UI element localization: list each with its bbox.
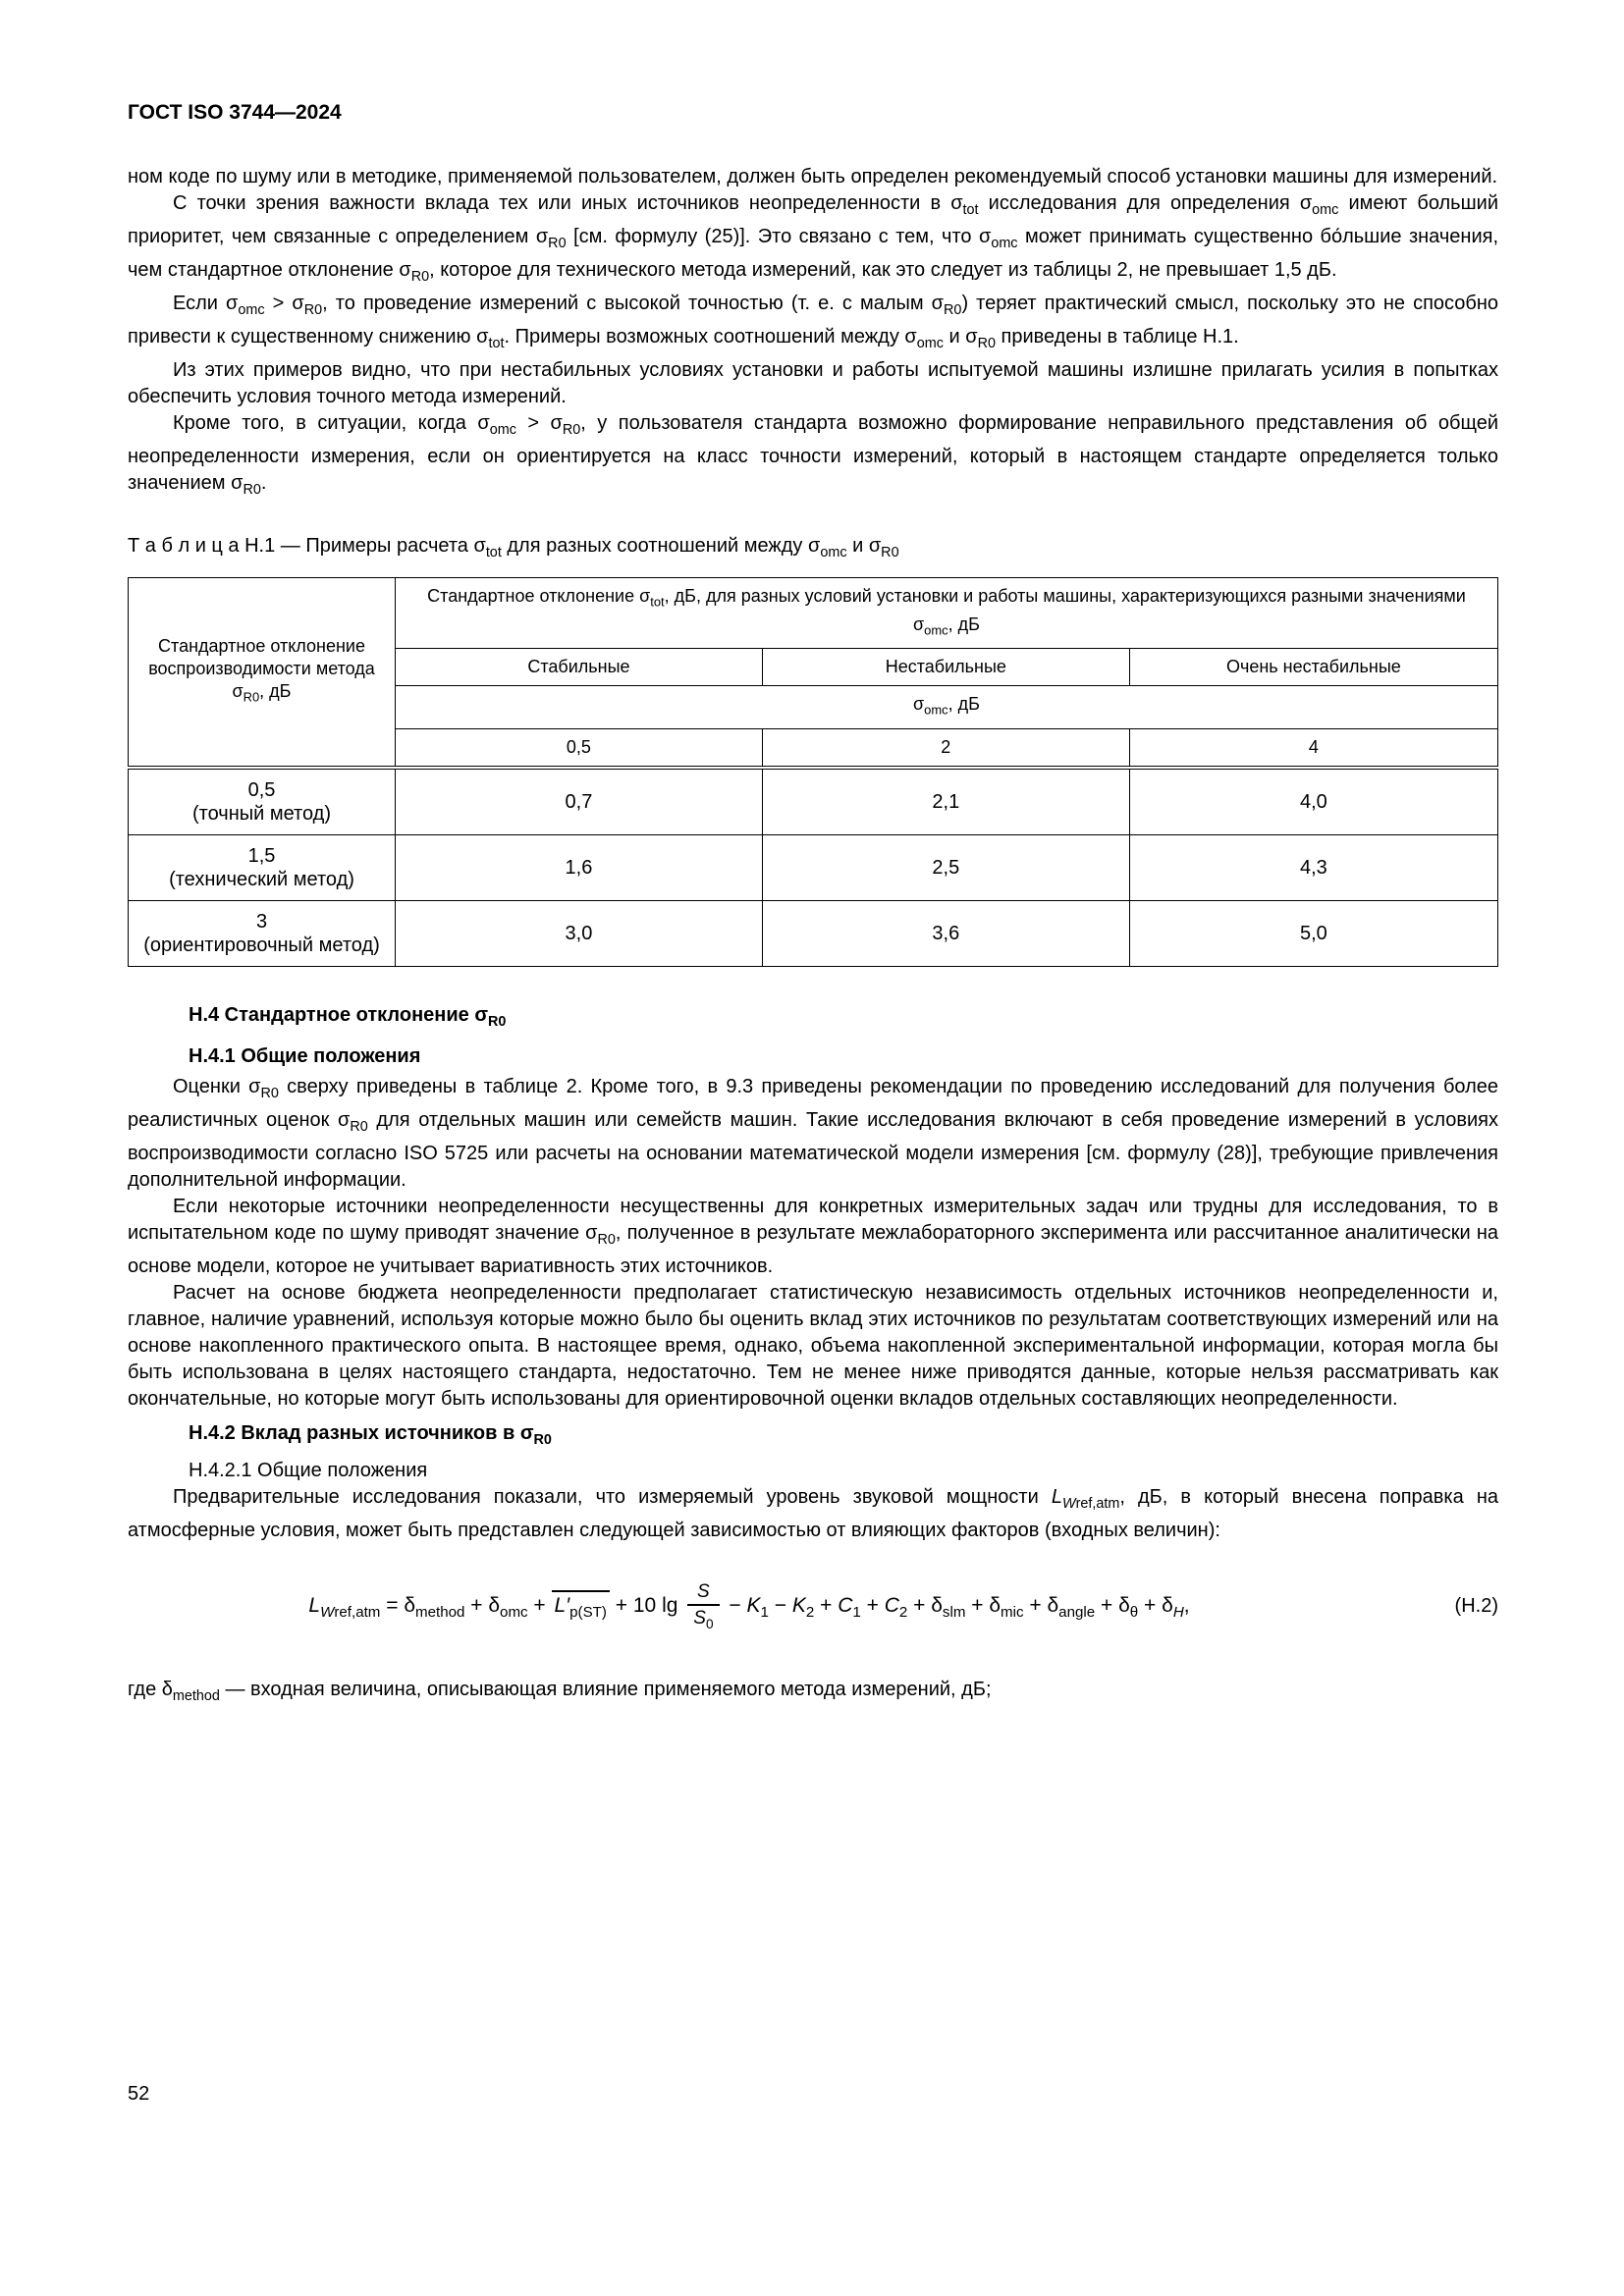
formula-where-clause: где $\delta_{method}$ — входная величина, описывающая влияние применяемого метода измерений, дБ; xyxy=(128,1679,992,1705)
table-header-col0: Стандартное отклонение воспроизводимости метода $\sigma_{R0}$, дБ xyxy=(129,578,396,768)
page-number: 52 xyxy=(128,2083,150,2105)
table-cell: 3,6 xyxy=(762,900,1129,966)
table-caption: Т а б л и ц а Н.1 — Примеры расчета $\sigma_{tot}$ для разных соотношений между $\sigma_{omc}$ и $\sigma_{R0}$ xyxy=(128,535,899,561)
paragraph: Если некоторые источники неопределенности несущественны для конкретных измерительных задач или трудны для исследования, то в испытательном коде по шуму приводят значение $\sigma_{R0}$, полученное в результате межлабораторного эксперимента или рассчитанное аналитически на основе модели, которое не учитывает вариативность этих источников. xyxy=(128,1195,1498,1277)
table-header-sigma: $\sigma_{omc}$, дБ xyxy=(396,686,1498,729)
table-row xyxy=(129,834,1498,900)
table-cell: 5,0 xyxy=(1129,900,1497,966)
section-heading-h41: Н.4.1 Общие положения xyxy=(189,1044,421,1067)
paragraph: С точки зрения важности вклада тех или иных источников неопределенности в $\sigma_{tot}$ исследования для определения $\sigma_{omc}$ имеют больший приоритет, чем связанные с определением $\sigma_{R0}$ [см. формулу (25)]. Это связано с тем, что $\sigma_{omc}$ может принимать существенно бо́льшие значения, чем стандартное отклонение $\sigma_{R0}$, которое для технического метода измерений, как это следует из таблицы 2, не превышает 1,5 дБ. xyxy=(128,192,1499,285)
paragraph: Если $\sigma_{omc} > \sigma_{R0}$, то проведение измерений с высокой точностью (т. е. с малым $\sigma_{R0}$) теряет практический смысл, поскольку это не способно привести к существенному снижению $\sigma_{tot}$. Примеры возможных соотношений между $\sigma_{omc}$ и $\sigma_{R0}$ приведены в таблице Н.1. xyxy=(128,293,1499,351)
table-cell: 2,1 xyxy=(762,768,1129,835)
table-row xyxy=(129,768,1498,835)
table-cell: 4,0 xyxy=(1129,768,1497,835)
table-cell: 3,0 xyxy=(396,900,763,966)
table-header-cell: Очень нестабильные xyxy=(1129,649,1497,686)
method-name: (технический метод) xyxy=(169,868,354,890)
formula-h2 xyxy=(128,1581,1498,1631)
paragraph-continuation: ном коде по шуму или в методике, применяемой пользователем, должен быть определен рекомендуемый способ установки машины для измерений. xyxy=(128,166,1498,187)
paragraph: Расчет на основе бюджета неопределенности предполагает статистическую независимость отдельных источников неопределенности и, главное, наличие уравнений, используя которые можно было бы оценить вклад этих источников по результатам соответствующих измерений или на основе накопленного практического опыта. В настоящее время, однако, объема накопленной экспериментальной информации, которая могла бы быть использована в целях настоящего стандарта, недостаточно. Тем не менее ниже приводятся данные, которые нельзя рассматривать как окончательные, но которые могут быть использованы для ориентировочной оценки вкладов отдельных составляющих неопределенности. xyxy=(128,1281,1498,1410)
paragraph: Предварительные исследования показали, что измеряемый уровень звуковой мощности $L_{Wref,atm}$, дБ, в который внесена поправка на атмосферные условия, может быть представлен следующей зависимостью от влияющих факторов (входных величин): xyxy=(128,1485,1498,1541)
table-header-cell: Стабильные xyxy=(396,649,763,686)
table-header-value: 4 xyxy=(1129,728,1497,768)
page-content xyxy=(128,101,1498,1710)
method-name: (точный метод) xyxy=(192,802,332,825)
table-row xyxy=(129,900,1498,966)
method-value: 0,5 xyxy=(247,778,276,801)
table-h1 xyxy=(128,577,1498,967)
formula-expression: $L_{Wref,atm} = \delta_{method} + \delta_{omc} + L'_{p(ST)} + 10$ lg $\frac{S}{S_0}$ − $K_1 - K_2 + C_1 + C_2 + \delta_{slm} + \delta_{mic} + \delta_{angle} + \delta_\theta + \delta_H$, xyxy=(308,1580,1190,1631)
table-header-row xyxy=(129,578,1498,649)
method-value: 1,5 xyxy=(247,844,276,867)
table-cell: 0,7 xyxy=(396,768,763,835)
table-cell-method xyxy=(129,768,396,835)
table-header-top: Стандартное отклонение $\sigma_{tot}$, дБ, для разных условий установки и работы машины, характеризующихся разными значениями $\sigma_{omc}$, дБ xyxy=(396,578,1498,649)
section-heading-h42: Н.4.2 Вклад разных источников в $\sigma_{R0}$ xyxy=(189,1421,552,1448)
document-title: ГОСТ ISO 3744—2024 xyxy=(128,101,342,124)
paragraph: Из этих примеров видно, что при нестабильных условиях установки и работы испытуемой машины излишне прилагать усилия в попытках обеспечить условия точного метода измерений. xyxy=(128,359,1498,407)
section-heading-h4: Н.4 Стандартное отклонение $\sigma_{R0}$ xyxy=(189,1003,507,1030)
table-cell-method xyxy=(129,900,396,966)
table-cell: 2,5 xyxy=(762,834,1129,900)
table-cell: 4,3 xyxy=(1129,834,1497,900)
section-heading-h421: Н.4.2.1 Общие положения xyxy=(189,1459,428,1481)
formula-number: (Н.2) xyxy=(1454,1595,1498,1618)
table-cell: 1,6 xyxy=(396,834,763,900)
table-header-cell: Нестабильные xyxy=(762,649,1129,686)
paragraph: Кроме того, в ситуации, когда $\sigma_{omc} > \sigma_{R0}$, у пользователя стандарта возможно формирование неправильного представления об общей неопределенности измерения, если он ориентируется на класс точности измерений, который в настоящем стандарте определяется только значением $\sigma_{R0}$. xyxy=(128,412,1498,498)
method-value: 3 xyxy=(255,910,268,933)
table-header-value: 2 xyxy=(762,728,1129,768)
method-name: (ориентировочный метод) xyxy=(143,934,380,956)
table-cell-method xyxy=(129,834,396,900)
paragraph: Оценки $\sigma_{R0}$ сверху приведены в таблице 2. Кроме того, в 9.3 приведены рекомендации по проведению исследований для получения более реалистичных оценок $\sigma_{R0}$ для отдельных машин или семейств машин. Такие исследования включают в себя проведение измерений в условиях воспроизводимости согласно ISO 5725 или расчеты на основании математической модели измерения [см. формулу (28)], требующие привлечения дополнительной информации. xyxy=(128,1075,1499,1191)
table-header-value: 0,5 xyxy=(396,728,763,768)
